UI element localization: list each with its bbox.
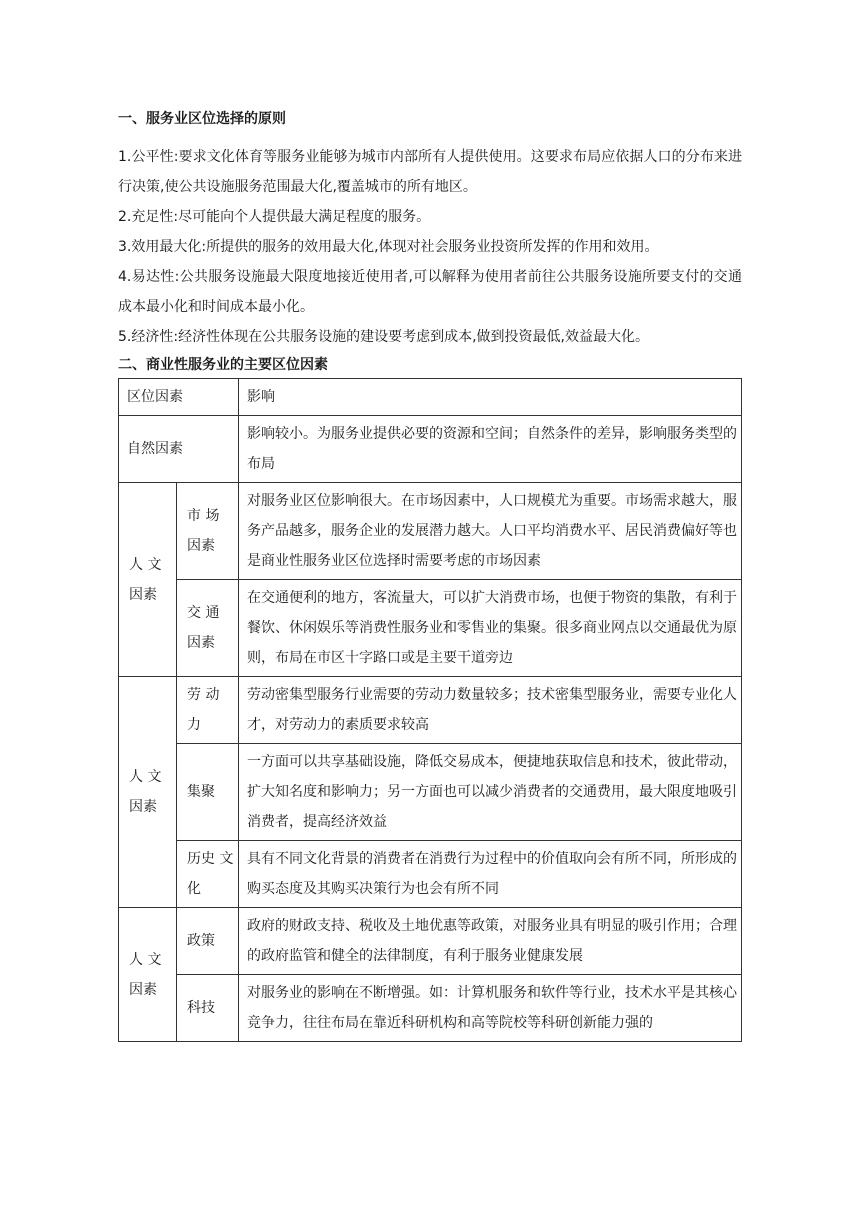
table-row [119, 744, 742, 841]
table-row [119, 841, 742, 908]
table-row [119, 677, 742, 744]
header-factor: 区位因素 [119, 379, 239, 416]
group-humanities-1: 人 文 因素 [119, 483, 177, 677]
factor-transport: 交 通 因素 [177, 580, 239, 677]
impact-policy: 政府的财政支持、税收及土地优惠等政策，对服务业具有明显的吸引作用；合理的政府监管和健全的法律制度，有利于服务业健康发展 [239, 908, 742, 975]
table-row [119, 975, 742, 1042]
principle-2: 2.充足性:尽可能向个人提供最大满足程度的服务。 [118, 209, 431, 225]
location-factors-table [118, 378, 742, 1042]
impact-history-culture: 具有不同文化背景的消费者在消费行为过程中的价值取向会有所不同，所形成的购买态度及其购买决策行为也会有所不同 [239, 841, 742, 908]
factor-history-culture: 历史 文化 [177, 841, 239, 908]
principle-4: 4.易达性:公共服务设施最大限度地接近使用者,可以解释为使用者前往公共服务设施所要支付的交通成本最小化和时间成本最小化。 [118, 269, 742, 315]
impact-transport: 在交通便利的地方，客流量大，可以扩大消费市场，也便于物资的集散，有利于餐饮、休闲娱乐等消费性服务业和零售业的集聚。很多商业网点以交通最优为原则，布局在市区十字路口或是主要干道旁边 [239, 580, 742, 677]
group-humanities-2: 人 文 因素 [119, 677, 177, 908]
table-row [119, 908, 742, 975]
impact-market: 对服务业区位影响很大。在市场因素中，人口规模尤为重要。市场需求越大，服务产品越多，服务企业的发展潜力越大。人口平均消费水平、居民消费偏好等也是商业性服务业区位选择时需要考虑的市场因素 [239, 483, 742, 580]
principle-1: 1.公平性:要求文化体育等服务业能够为城市内部所有人提供使用。这要求布局应依据人口的分布来进行决策,使公共设施服务范围最大化,覆盖城市的所有地区。 [118, 149, 742, 195]
factor-agglomeration: 集聚 [177, 744, 239, 841]
section2-heading: 二、商业性服务业的主要区位因素 [118, 357, 328, 373]
group-humanities-3: 人 文 因素 [119, 908, 177, 1042]
principle-3: 3.效用最大化:所提供的服务的效用最大化,体现对社会服务业投资所发挥的作用和效用。 [118, 239, 659, 255]
document-page [118, 110, 742, 1042]
factor-policy: 政策 [177, 908, 239, 975]
factor-market: 市 场 因素 [177, 483, 239, 580]
header-impact: 影响 [239, 379, 742, 416]
factor-technology: 科技 [177, 975, 239, 1042]
table-row [119, 483, 742, 580]
section1-heading: 一、服务业区位选择的原则 [118, 111, 286, 127]
impact-natural: 影响较小。为服务业提供必要的资源和空间；自然条件的差异，影响服务类型的布局 [239, 416, 742, 483]
factor-natural: 自然因素 [119, 416, 239, 483]
factor-labor: 劳 动 力 [177, 677, 239, 744]
principle-5: 5.经济性:经济性体现在公共服务设施的建设要考虑到成本,做到投资最低,效益最大化。 [118, 329, 649, 345]
table-header-row [119, 379, 742, 416]
table-row [119, 416, 742, 483]
table-row [119, 580, 742, 677]
impact-labor: 劳动密集型服务行业需要的劳动力数量较多；技术密集型服务业，需要专业化人才，对劳动力的素质要求较高 [239, 677, 742, 744]
impact-agglomeration: 一方面可以共享基础设施，降低交易成本，便捷地获取信息和技术，彼此带动，扩大知名度和影响力；另一方面也可以减少消费者的交通费用，最大限度地吸引消费者，提高经济效益 [239, 744, 742, 841]
impact-technology: 对服务业的影响在不断增强。如：计算机服务和软件等行业，技术水平是其核心竞争力，往往布局在靠近科研机构和高等院校等科研创新能力强的 [239, 975, 742, 1042]
